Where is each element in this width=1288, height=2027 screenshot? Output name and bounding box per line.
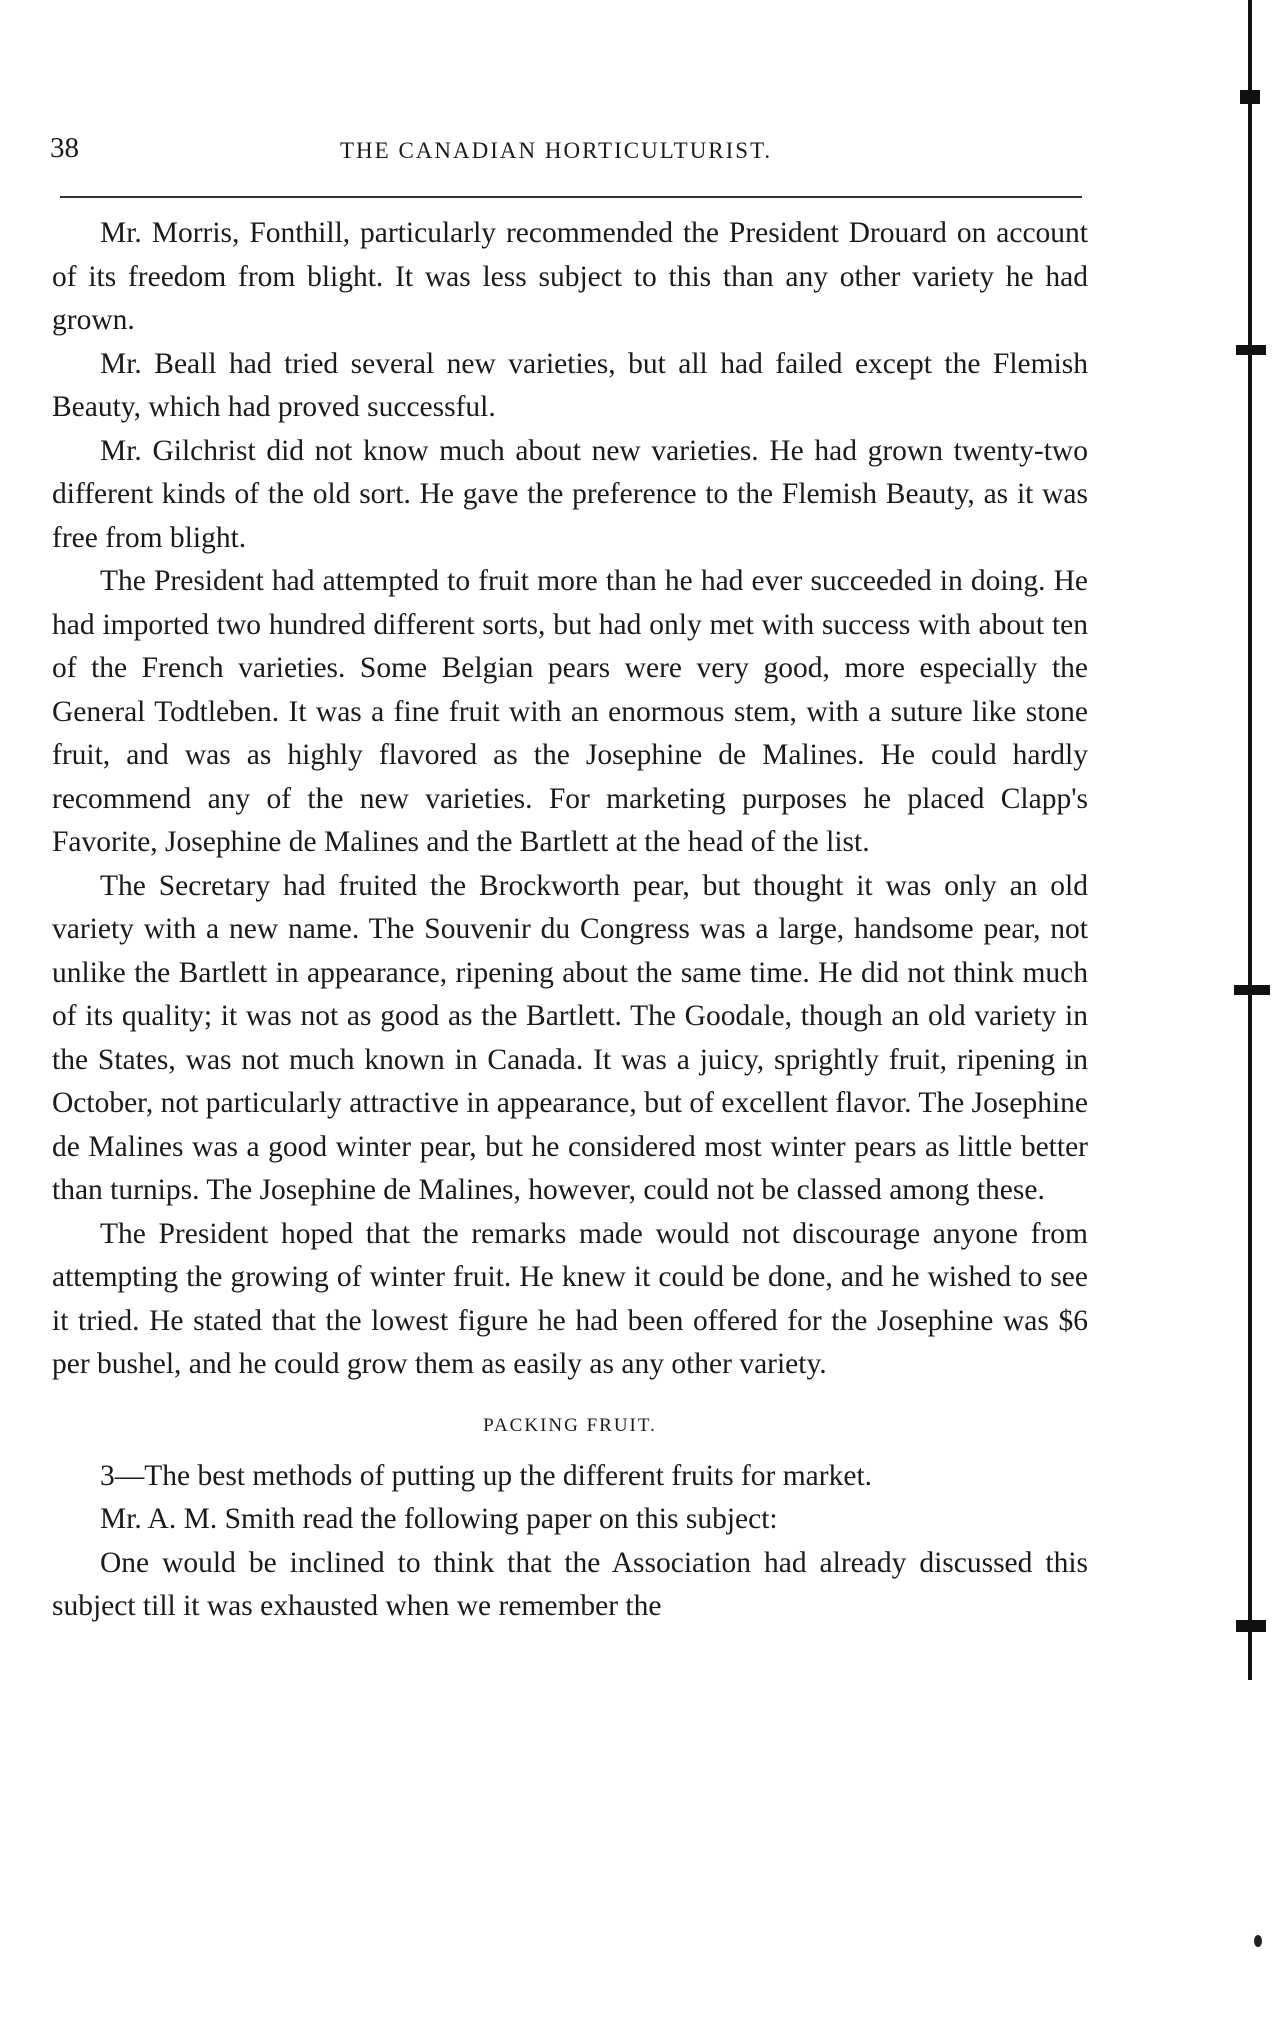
- paragraph-morris: Mr. Morris, Fonthill, particularly recommended the President Drouard on account of its freedom from blight. It was less subject to this than any other variety he had grown.: [52, 217, 1088, 336]
- section-heading: PACKING FRUIT.: [483, 1414, 657, 1436]
- page-header: [50, 132, 1090, 168]
- page-number: 38: [50, 132, 79, 164]
- paragraph-smith-paper: One would be inclined to think that the Association had already discussed this subject till it was exhausted when we remember the: [52, 1546, 1088, 1622]
- paragraph-president-2: The President hoped that the remarks made would not discourage anyone from attempting the growing of winter fruit. He knew it could be done, and he wished to see it tried. He stated that the lowest figure he had been offered for the Josephine was $6 per bushel, and he could grow them as easily as any other variety.: [52, 1217, 1088, 1380]
- paragraph-president-1: The President had attempted to fruit more than he had ever succeeded in doing. He had imported two hundred different sorts, but had only met with success with about ten of the French varieties. Some Belgian pears were very good, more especially the General Todtleben. It was a fine fruit with an enormous stem, with a suture like stone fruit, and was as highly flavored as the Josephine de Malines. He could hardly recommend any of the new varieties. For marketing purposes he placed Clapp's Favorite, Josephine de Malines and the Bartlett at the head of the list.: [52, 565, 1088, 858]
- paragraph-question: 3—The best methods of putting up the different fruits for market.: [100, 1459, 873, 1492]
- binding-mark: [1236, 1620, 1266, 1632]
- paragraph-gilchrist: Mr. Gilchrist did not know much about new varieties. He had grown twenty-two different kinds of the old sort. He gave the preference to the Flemish Beauty, as it was free from blight.: [52, 434, 1088, 554]
- paragraph-beall: Mr. Beall had tried several new varieties, but all had failed except the Flemish Beauty, which had proved successful.: [52, 347, 1088, 423]
- paragraph-smith-intro: Mr. A. M. Smith read the following paper on this subject:: [100, 1503, 778, 1535]
- paragraph-secretary: The Secretary had fruited the Brockworth pear, but thought it was only an old variety with a new name. The Souvenir du Congress was a large, handsome pear, not unlike the Bartlett in appearance, ripening about the same time. He did not think much of its quality; it was not as good as the Bartlett. The Goodale, though an old variety in the States, was not much known in Canada. It was a juicy, sprightly fruit, ripening in October, not particularly attractive in appearance, but of excellent flavor. The Josephine de Malines was a good winter pear, but he considered most winter pears as little better than turnips. The Josephine de Malines, however, could not be classed among these.: [52, 869, 1088, 1206]
- binding-mark: [1234, 985, 1270, 995]
- binding-mark: [1236, 345, 1266, 355]
- binding-mark: [1240, 90, 1260, 104]
- running-head: THE CANADIAN HORTICULTURIST.: [340, 138, 773, 163]
- binding-mark: [1254, 1935, 1262, 1947]
- header-rule: [60, 196, 1082, 198]
- binding-edge: [1248, 0, 1252, 1680]
- body-text: [52, 212, 1088, 1629]
